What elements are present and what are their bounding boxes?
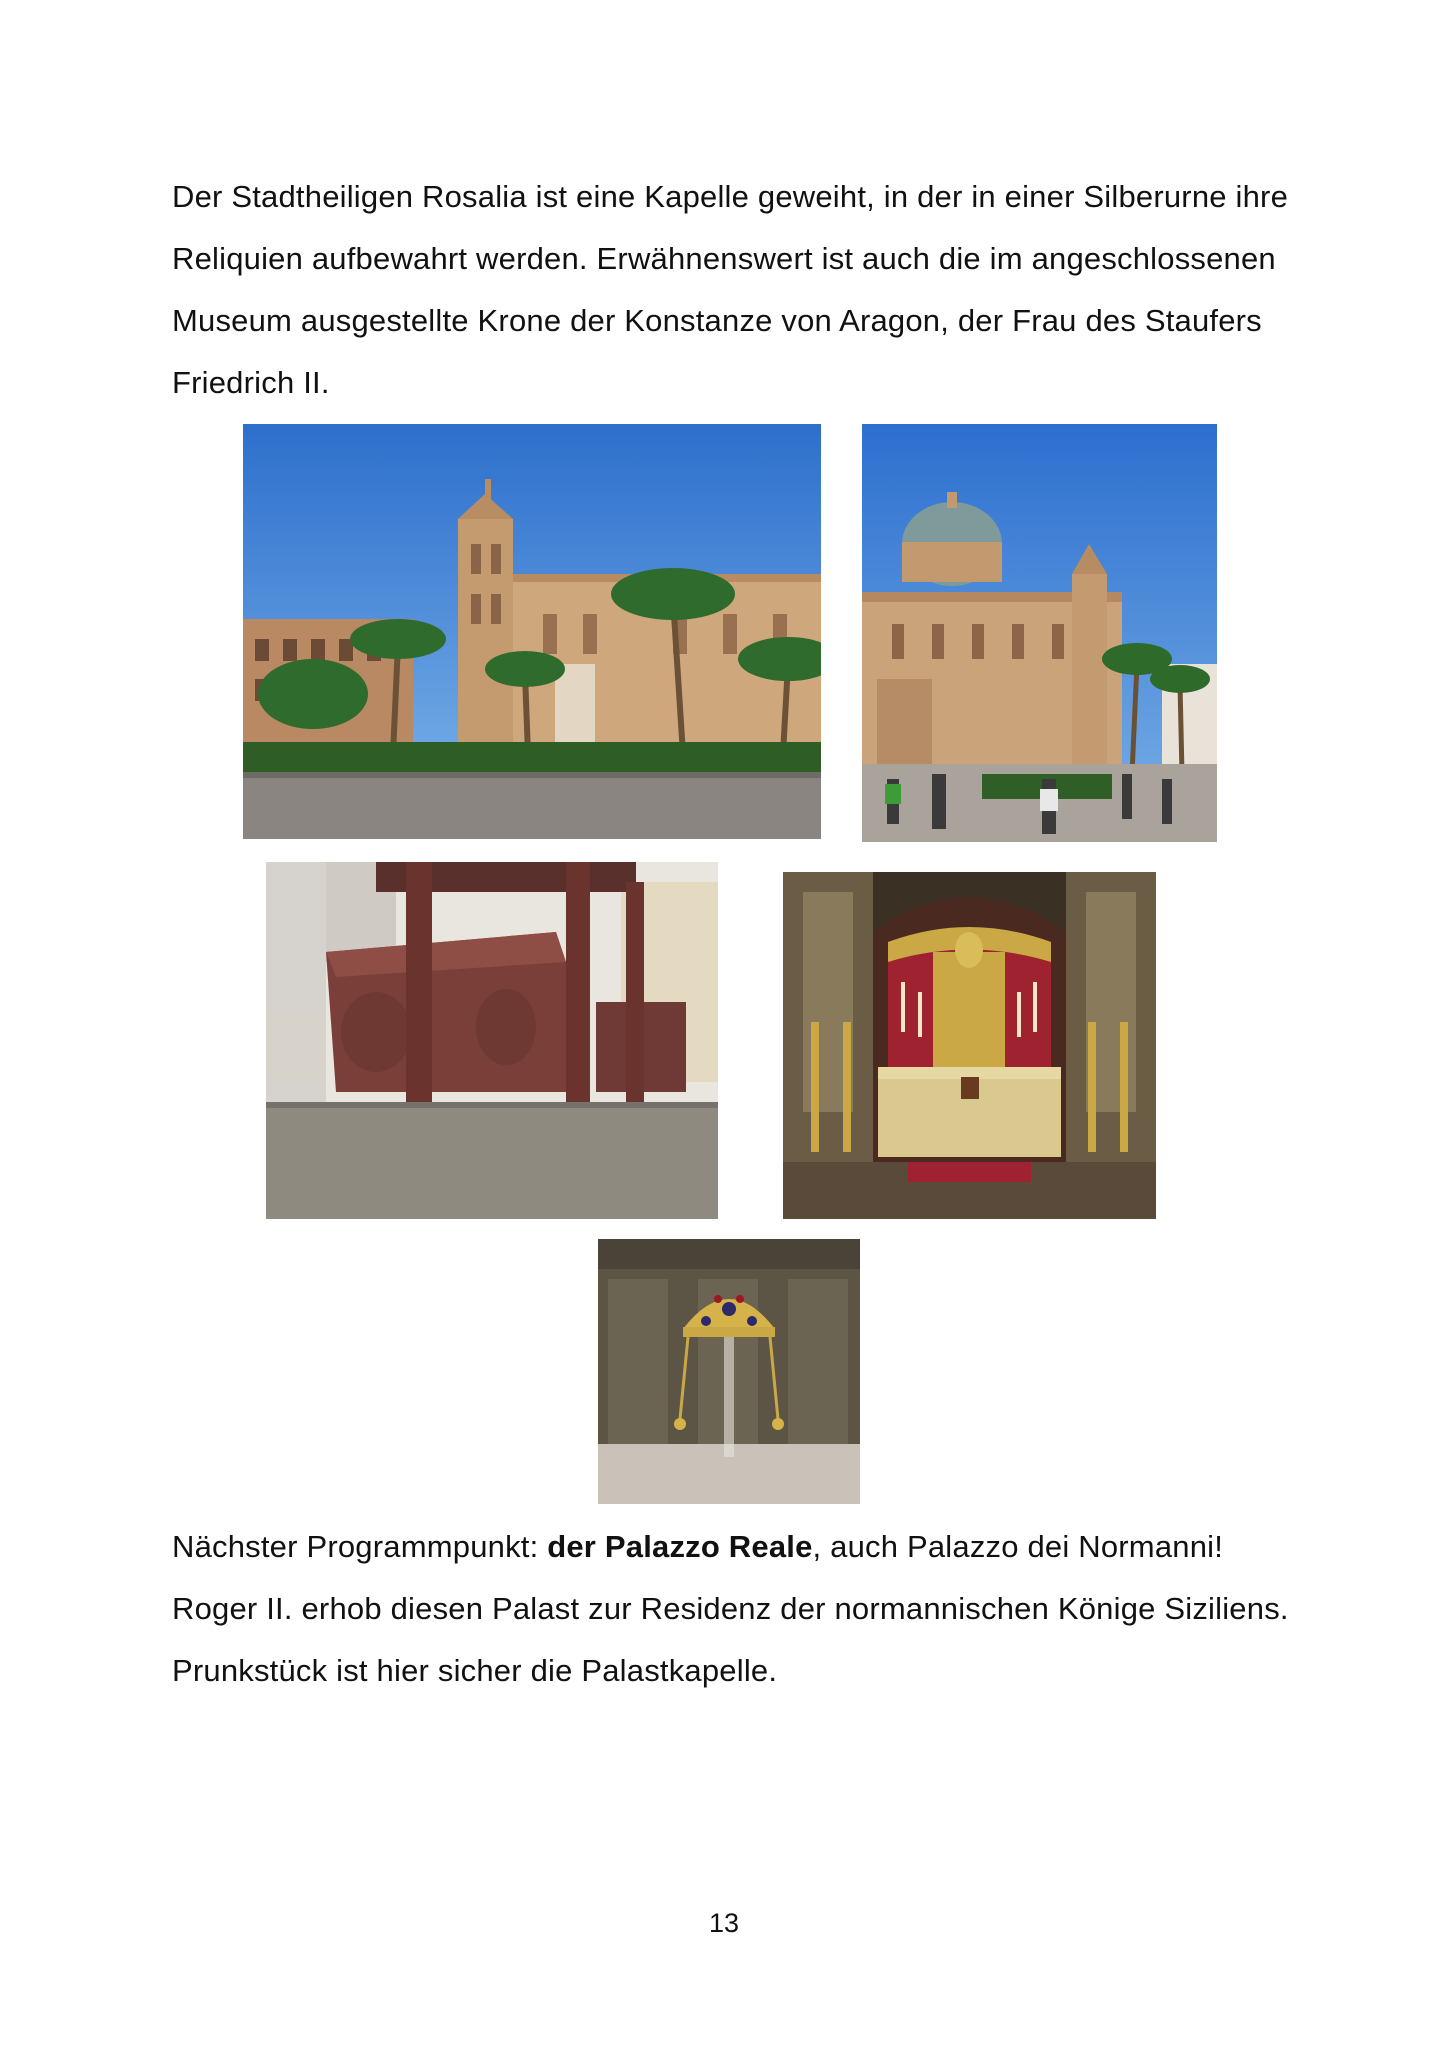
text-line: Prunkstück ist hier sicher die Palastkapelle. [172, 1653, 778, 1688]
crown-photo [598, 1239, 860, 1504]
text-line: Der Stadtheiligen Rosalia ist eine Kapelle geweiht, in der in einer Silberurne ihre [172, 179, 1289, 214]
intro-paragraph [172, 166, 1322, 414]
text-line: Friedrich II. [172, 365, 330, 400]
text-segment: , auch Palazzo dei Normanni! [812, 1529, 1224, 1564]
text-line [172, 1516, 1322, 1578]
cathedral-photo-wide [243, 424, 821, 839]
bold-place-name: der Palazzo Reale [547, 1529, 813, 1564]
text-line: Museum ausgestellte Krone der Konstanze von Aragon, der Frau des Staufers [172, 303, 1262, 338]
text-segment: Nächster Programmpunkt: [172, 1529, 548, 1564]
text-line: Reliquien aufbewahrt werden. Erwähnenswert ist auch die im angeschlossenen [172, 241, 1276, 276]
royal-tombs-photo [266, 862, 718, 1219]
cathedral-dome-photo [862, 424, 1217, 842]
page-number: 13 [708, 1908, 740, 1938]
rosalia-chapel-photo [783, 872, 1156, 1219]
palazzo-paragraph [172, 1516, 1322, 1702]
text-line: Roger II. erhob diesen Palast zur Residenz der normannischen Könige Siziliens. [172, 1591, 1289, 1626]
